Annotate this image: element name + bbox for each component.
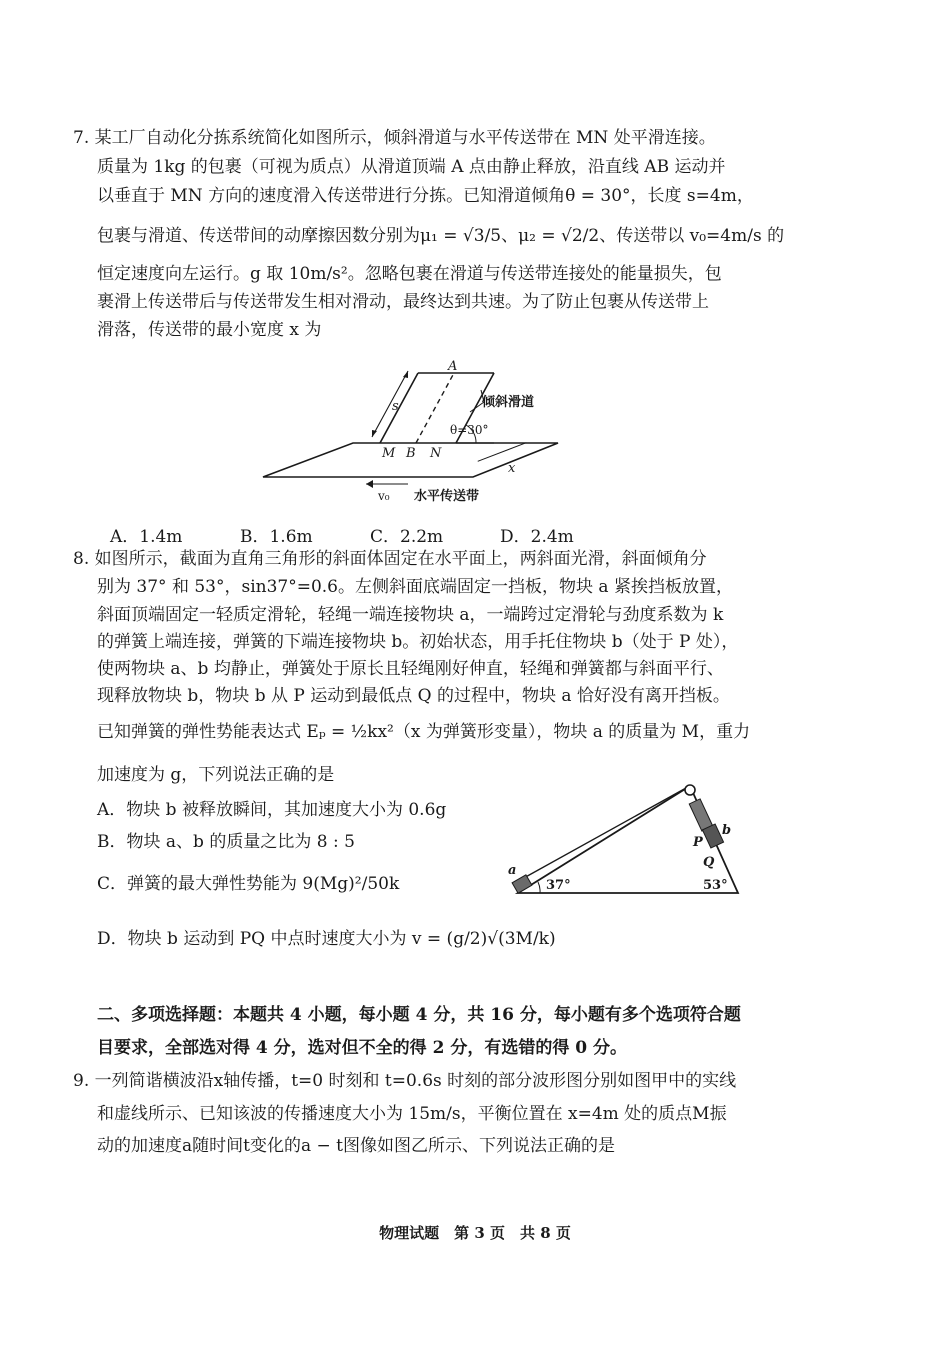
rope-line [522,788,686,879]
q8-line-4: 的弹簧上端连接，弹簧的下端连接物块 b。初始状态，用手托住物块 b（处于 P 处）， [97,632,739,652]
q7-option-c[interactable]: C．2.2m [370,527,444,547]
q7-line-1: 7. 某工厂自动化分拣系统简化如图所示，倾斜滑道与水平传送带在 MN 处平滑连接。 [73,128,716,148]
conveyor-diagram [258,360,568,510]
label-block-b: b [722,823,732,838]
q7-line-6: 裹滑上传送带后与传送带发生相对滑动，最终达到共速。为了防止包裹从传送带上 [97,292,709,312]
section-2-line-1: 二、多项选择题：本题共 4 小题，每小题 4 分，共 16 分，每小题有多个选项符合题 [97,1005,741,1025]
s-arrow-line [372,371,408,437]
label-b: B [406,446,416,461]
label-a: A [448,360,458,374]
q7-line-2: 质量为 1kg 的包裹（可视为质点）从滑道顶端 A 点由静止释放，沿直线 AB 运动并 [97,157,726,177]
pulley [685,785,695,795]
q8-line-6: 现释放物块 b，物块 b 从 P 运动到最低点 Q 的过程中，物块 a 恰好没有离开挡板。 [97,686,730,706]
q7-line-5: 恒定速度向左运行。g 取 10m/s²。忽略包裹在滑道与传送带连接处的能量损失，包 [97,264,722,284]
q9-line-3: 动的加速度a随时间t变化的a − t图像如图乙所示、下列说法正确的是 [97,1136,615,1156]
s-arrow-head-top [403,371,408,378]
section-2-line-2: 目要求，全部选对得 4 分，选对但不全的得 2 分，有选错的得 0 分。 [97,1038,627,1058]
label-theta: θ=30° [450,423,489,437]
label-x: x [508,461,516,476]
q7-line-7: 滑落，传送带的最小宽度 x 为 [97,320,322,340]
label-angle-53: 53° [703,878,728,893]
q7-option-d[interactable]: D．2.4m [500,527,574,547]
slide-left-edge [380,373,418,443]
label-n: N [430,446,442,461]
label-block-a: a [508,863,517,878]
label-s: s [392,399,399,414]
q8-line-2: 别为 37° 和 53°，sin37°=0.6。左侧斜面底端固定一挡板，物块 a 紧挨挡板放置， [97,577,733,597]
q8-option-d[interactable]: D．物块 b 运动到 PQ 中点时速度大小为 v = (g/2)√(3M/k) [97,929,556,949]
v0-arrow-head [366,480,373,488]
label-belt: 水平传送带 [414,489,480,504]
q9-line-1: 9. 一列简谐横波沿x轴传播，t=0 时刻和 t=0.6s 时刻的部分波形图分别如图甲中的实线 [73,1071,737,1091]
q7-option-b[interactable]: B．1.6m [240,527,313,547]
q7-option-a[interactable]: A．1.4m [110,527,183,547]
q8-option-a[interactable]: A．物块 b 被释放瞬间，其加速度大小为 0.6g [97,800,447,820]
label-p: P [693,835,703,850]
label-v0: v₀ [378,489,390,503]
label-angle-37: 37° [546,878,571,893]
label-m: M [382,446,396,461]
q9-line-2: 和虚线所示、已知该波的传播速度大小为 15m/s，平衡位置在 x=4m 处的质点M振 [97,1104,727,1124]
q8-line-8: 加速度为 g，下列说法正确的是 [97,765,335,785]
q8-line-3: 斜面顶端固定一轻质定滑轮，轻绳一端连接物块 a，一端跨过定滑轮与劲度系数为 k [97,605,724,625]
q8-option-c[interactable]: C．弹簧的最大弹性势能为 9(Mg)²/50k [97,874,400,894]
q8-line-5: 使两物块 a、b 均静止，弹簧处于原长且轻绳刚好伸直，轻绳和弹簧都与斜面平行、 [97,659,724,679]
label-slide: 倾斜滑道 [482,395,535,410]
q8-line-1: 8. 如图所示，截面为直角三角形的斜面体固定在水平面上，两斜面光滑，斜面倾角分 [73,549,707,569]
page-footer: 物理试题 第 3 页 共 8 页 [379,1224,571,1242]
q8-line-7: 已知弹簧的弹性势能表达式 Eₚ = ½kx²（x 为弹簧形变量），物块 a 的质量为 M，重力 [97,722,751,742]
q7-line-3: 以垂直于 MN 方向的速度滑入传送带进行分拣。已知滑道倾角θ = 30°，长度 s=4m， [97,186,754,206]
path-ab [416,373,454,443]
q8-option-b[interactable]: B．物块 a、b 的质量之比为 8 : 5 [97,832,355,852]
arc-37 [538,882,540,893]
s-arrow-head-bottom [372,430,377,437]
incline-triangle [518,786,738,893]
q7-line-4: 包裹与滑道、传送带间的动摩擦因数分别为μ₁ = √3/5、μ₂ = √2/2、传送带以 v₀=4m/s 的 [97,226,785,246]
incline-diagram [500,778,750,898]
label-q: Q [703,855,715,870]
q7-options [110,522,630,547]
